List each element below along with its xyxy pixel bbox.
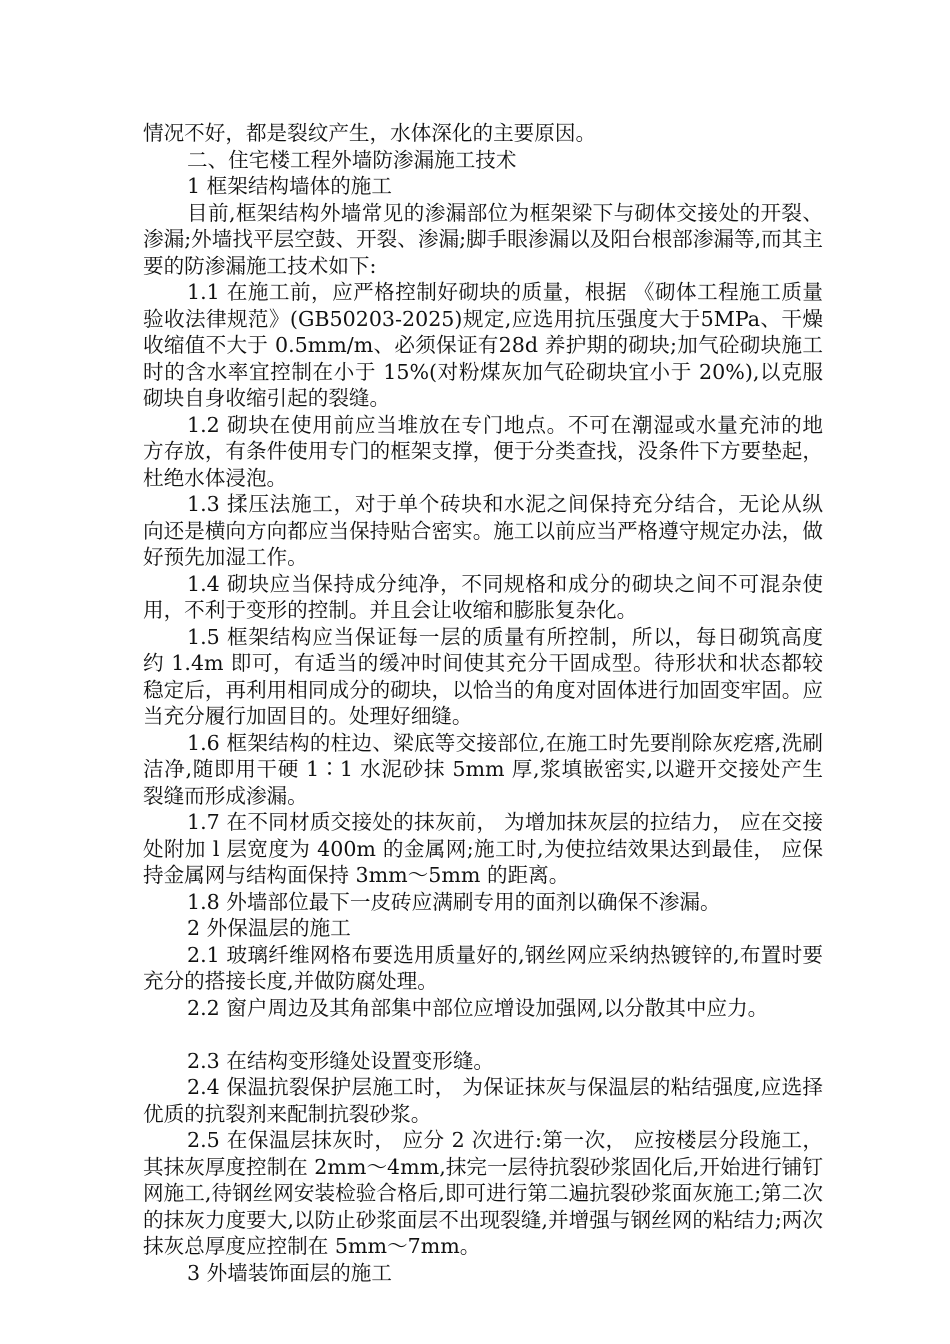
paragraph-1-1: 1.1 在施工前，应严格控制好砌块的质量，根据 《砌体工程施工质量验收法律规范》(GB50203-2025)规定,应选用抗压强度大于5MPa、干燥收缩值不大于 0.5mm/m、必须保证有28d 养护期的砌块;加气砼砌块施工时的含水率宜控制在小于 15%(对粉煤灰加气砼砌块宜小于 20%),以克服砌块自身收缩引起的裂缝。 [143, 280, 823, 410]
paragraph-continuation: 情况不好，都是裂纹产生，水体深化的主要原因。 [143, 121, 597, 145]
paragraph-1-7: 1.7 在不同材质交接处的抹灰前， 为增加抹灰层的拉结力， 应在交接处附加 l 层宽度为 400m 的金属网;施工时,为使拉结效果达到最佳， 应保持金属网与结构面保持 3mm～5mm 的距离。 [143, 810, 823, 887]
section-heading: 二、住宅楼工程外墙防渗漏施工技术 [187, 147, 517, 172]
paragraph-2-2: 2.2 窗户周边及其角部集中部位应增设加强网,以分散其中应力。 [187, 995, 769, 1020]
paragraph-intro: 目前,框架结构外墙常见的渗漏部位为框架梁下与砌体交接处的开裂、渗漏;外墙找平层空鼓、开裂、渗漏;脚手眼渗漏以及阳台根部渗漏等,而其主要的防渗漏施工技术如下: [143, 200, 823, 278]
paragraph-1-2: 1.2 砌块在使用前应当堆放在专门地点。不可在潮湿或水量充沛的地方存放，有条件使用专门的框架支撑，便于分类查找，没条件下方要垫起，杜绝水体浸泡。 [143, 412, 823, 490]
paragraph-1-6: 1.6 框架结构的柱边、梁底等交接部位,在施工时先要削除灰疙瘩,洗刷洁净,随即用干硬 1∶1 水泥砂抹 5mm 厚,浆填嵌密实,以避开交接处产生裂缝而形成渗漏。 [143, 730, 823, 808]
subsection-heading: 2 外保温层的施工 [187, 916, 351, 940]
document-page [143, 120, 823, 1286]
paragraph-2-5: 2.5 在保温层抹灰时， 应分 2 次进行:第一次， 应按楼层分段施工， 其抹灰厚度控制在 2mm～4mm,抹完一层待抗裂砂浆固化后,开始进行铺钉网施工,待钢丝网安装检验合格后,即可进行第二遍抗裂砂浆面灰施工;第二次的抹灰力度要大,以防止砂浆面层不出现裂缝,并增强与钢丝网的粘结力;两次抹灰总厚度应控制在 5mm～7mm。 [143, 1128, 823, 1258]
paragraph-1-3: 1.3 揉压法施工，对于单个砖块和水泥之间保持充分结合，无论从纵向还是横向方向都应当保持贴合密实。施工以前应当严格遵守规定办法，做好预先加湿工作。 [143, 492, 823, 569]
blank-line [143, 1021, 823, 1048]
paragraph-2-1: 2.1 玻璃纤维网格布要选用质量好的,钢丝网应采纳热镀锌的,布置时要充分的搭接长度,并做防腐处理。 [143, 942, 823, 993]
paragraph-1-4: 1.4 砌块应当保持成分纯净，不同规格和成分的砌块之间不可混杂使用，不利于变形的控制。并且会让收缩和膨胀复杂化。 [143, 571, 823, 622]
paragraph-1-5: 1.5 框架结构应当保证每一层的质量有所控制，所以，每日砌筑高度约 1.4m 即可，有适当的缓冲时间使其充分干固成型。待形状和状态都较稳定后，再利用相同成分的砌块，以恰当的角度对固体进行加固变牢固。应当充分履行加固目的。处理好细缝。 [143, 624, 823, 728]
paragraph-2-4: 2.4 保温抗裂保护层施工时， 为保证抹灰与保温层的粘结强度,应选择优质的抗裂剂来配制抗裂砂浆。 [143, 1075, 823, 1126]
paragraph-1-8: 1.8 外墙部位最下一皮砖应满刷专用的面剂以确保不渗漏。 [187, 889, 721, 914]
paragraph-2-3: 2.3 在结构变形缝处设置变形缝。 [187, 1048, 495, 1073]
subsection-heading: 3 外墙装饰面层的施工 [187, 1260, 392, 1285]
subsection-heading: 1 框架结构墙体的施工 [187, 174, 392, 198]
